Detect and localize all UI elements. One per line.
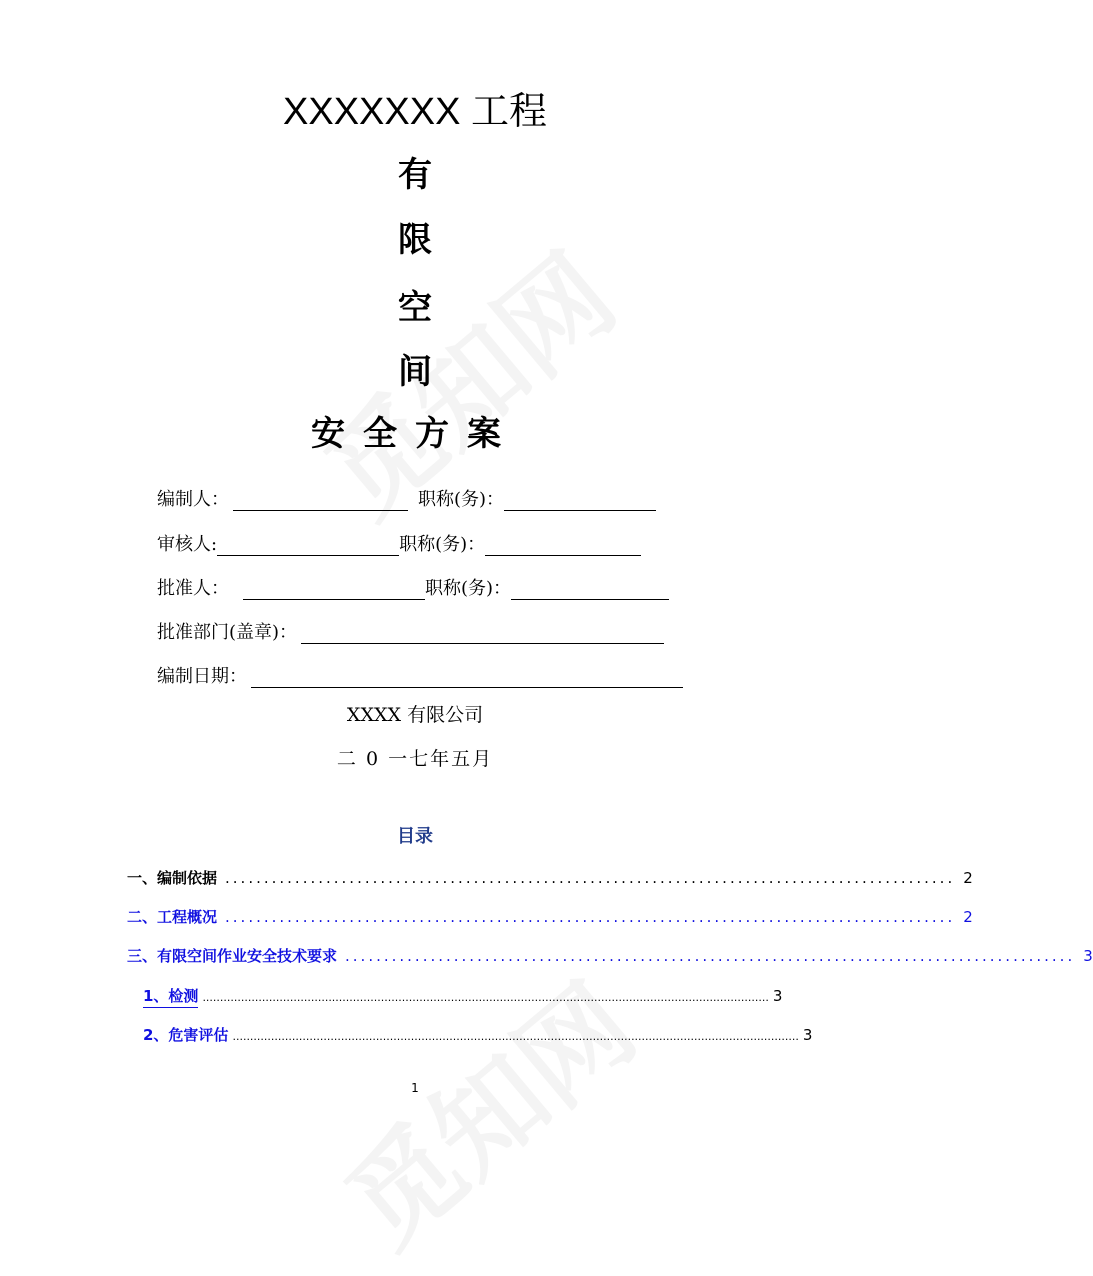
compiler-row [157,485,656,511]
vertical-title-char: 有 [398,155,432,195]
toc-item-label: 1、检测 [143,985,198,1008]
compile-date: 二 0 一七年五月 [336,748,494,770]
project-title: XXXXXXX 工程 [283,91,547,133]
vertical-title-char: 空 [398,288,432,328]
toc-item-page: 3 [802,1026,813,1044]
toc-item-label: 三、有限空间作业安全技术要求 [127,947,338,965]
vertical-title-char: 间 [398,352,432,392]
company-name: XXXX 有限公司 [346,704,484,726]
toc-leader: .................................................................................................................................................................. [202,991,769,1004]
reviewer-line [217,535,399,556]
reviewer-title-line [485,535,641,556]
toc-leader: .............................................................................................. [225,869,956,887]
toc-item[interactable] [127,906,973,927]
page-number: 1 [411,1081,419,1095]
toc-item-label: 2、危害评估 [143,1026,229,1044]
compiler-title-label: 职称(务)： [418,489,505,510]
toc-title: 目录 [397,826,433,847]
dept-line [301,623,664,644]
compiler-line [233,490,408,511]
toc-item[interactable] [143,1024,813,1045]
toc-leader: .............................................................................................. [345,947,1076,965]
approver-label: 批准人： [157,578,229,599]
approver-row [157,574,669,600]
toc-item[interactable] [143,985,783,1008]
toc-item-page: 2 [963,869,973,887]
toc-item-page: 3 [772,987,783,1005]
toc-item-label: 一、编制依据 [127,869,218,887]
approver-title-line [511,579,669,600]
date-line [251,667,683,688]
toc-leader: .............................................................................................. [225,908,956,926]
toc-item-page: 3 [1083,947,1093,965]
compiler-label: 编制人： [157,489,229,510]
toc-item-label: 二、工程概况 [127,908,218,926]
vertical-title-char: 限 [398,220,432,260]
reviewer-label: 审核人: [157,534,218,555]
toc-item-page: 2 [963,908,973,926]
dept-row [157,618,664,644]
approver-title-label: 职称(务)： [425,578,512,599]
dept-label: 批准部门(盖章)： [157,622,298,643]
date-label: 编制日期： [157,666,247,687]
compiler-title-line [504,490,656,511]
reviewer-row [157,530,641,556]
plan-title: 安全方案 [311,414,519,454]
toc-item[interactable] [127,945,1093,966]
approver-line [243,579,425,600]
toc-leader: .................................................................................................................................................................. [232,1030,799,1043]
date-row [157,662,683,688]
toc-item[interactable] [127,867,973,888]
reviewer-title-label: 职称(务)： [399,534,486,555]
